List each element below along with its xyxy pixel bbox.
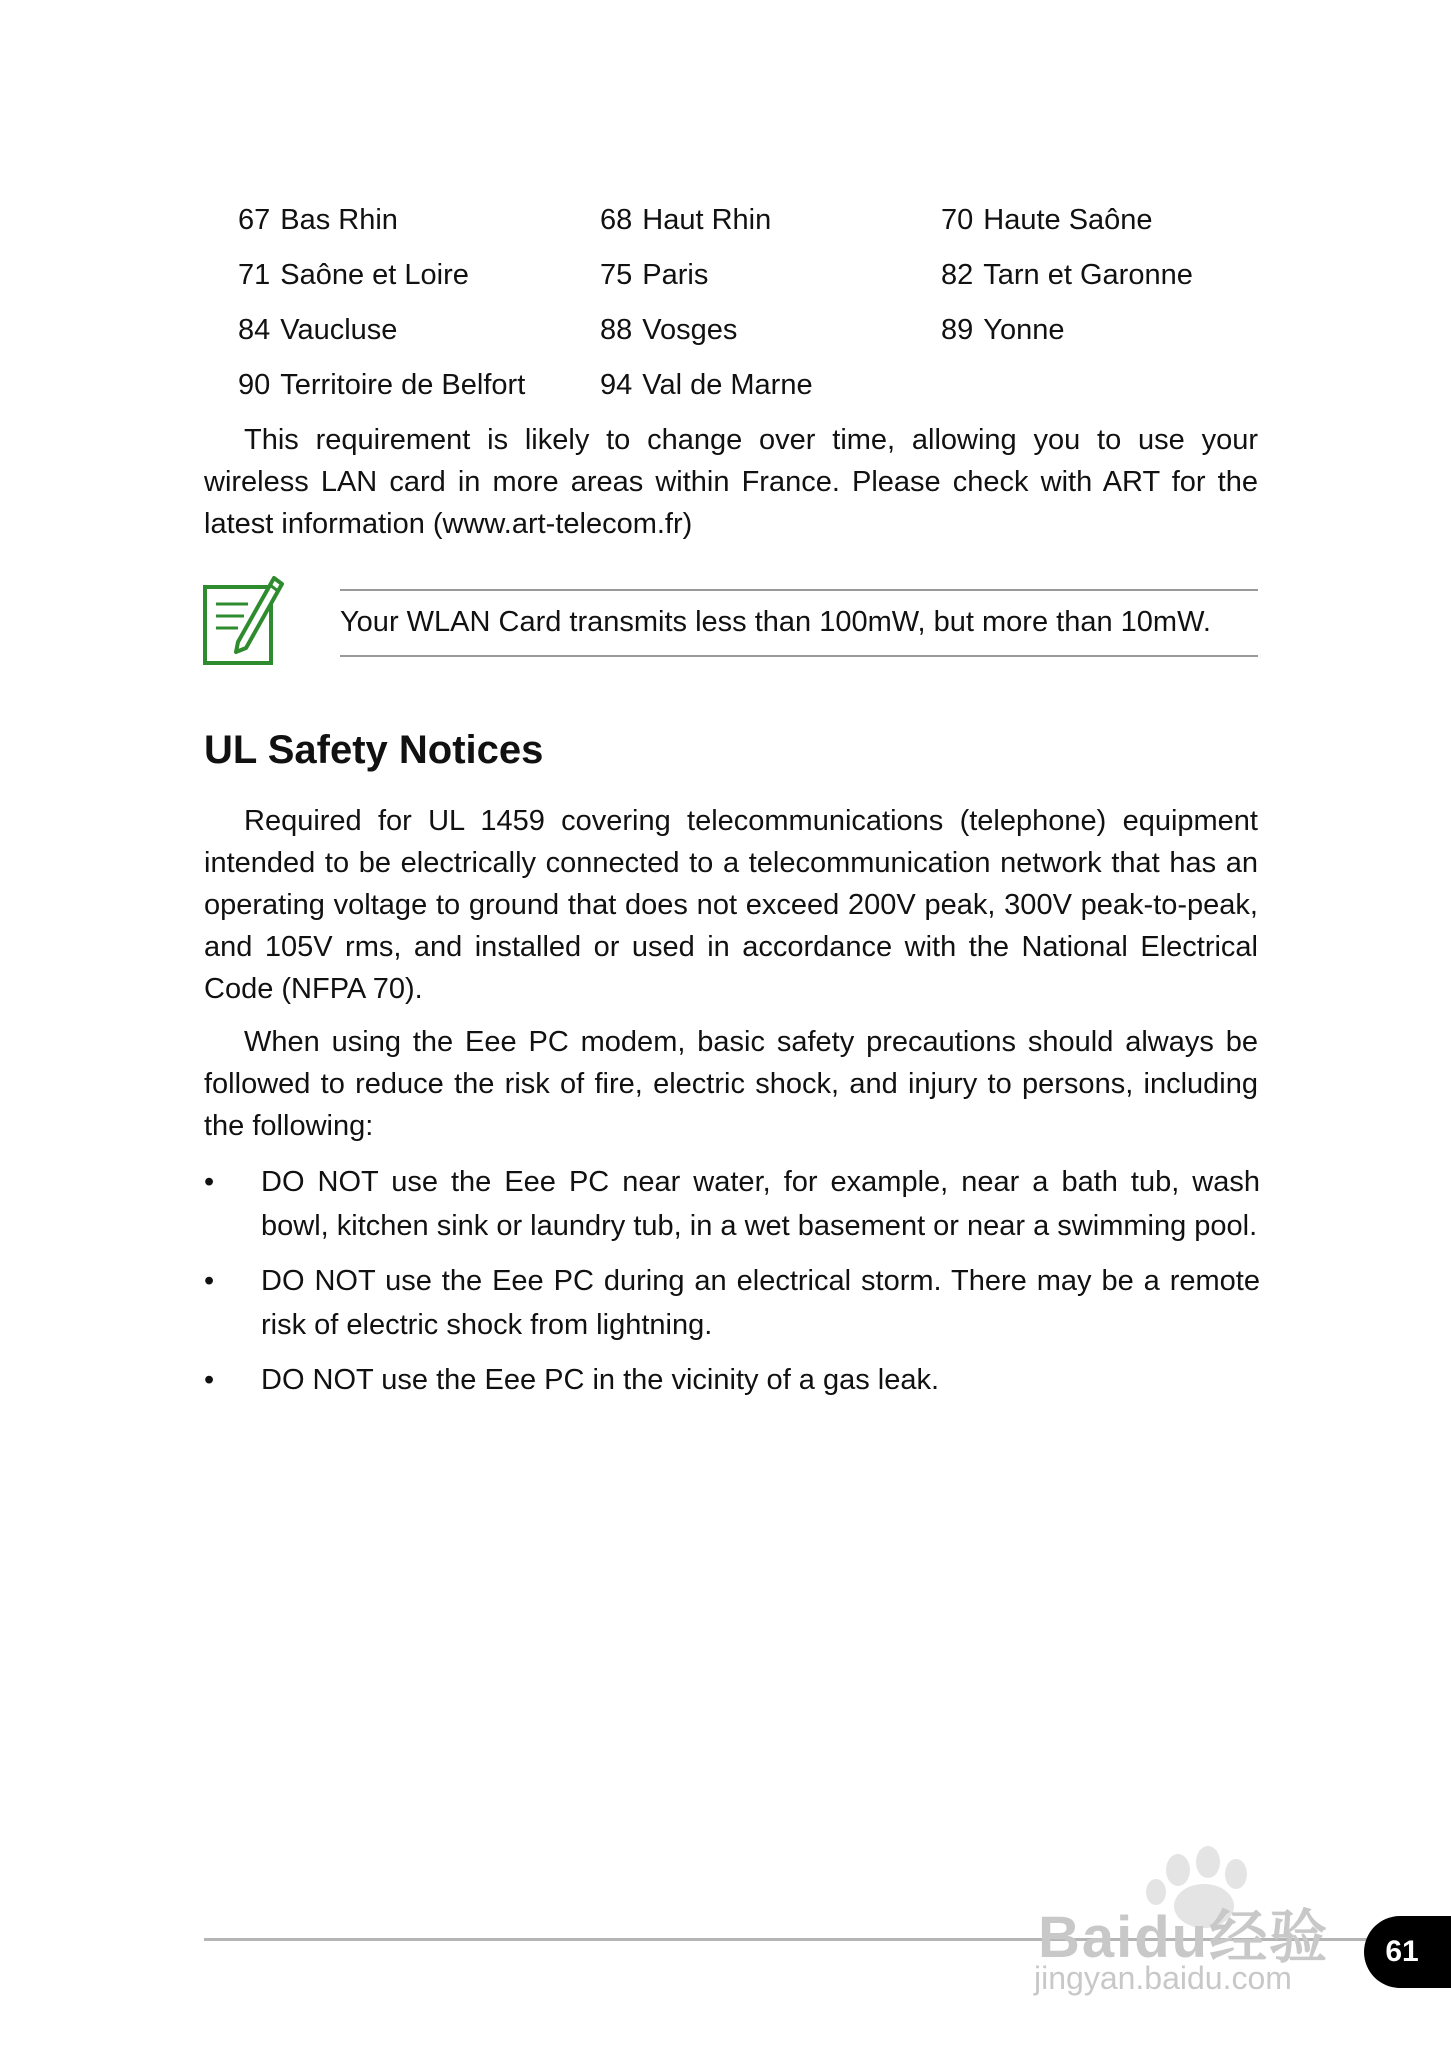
department-number: 82 xyxy=(941,259,974,291)
department-name: Haut Rhin xyxy=(642,204,772,236)
department-71 xyxy=(238,257,469,293)
bullet-dot-icon: • xyxy=(204,1364,215,1396)
department-90 xyxy=(238,367,525,403)
bullet-dot-icon: • xyxy=(204,1166,215,1198)
department-name: Vaucluse xyxy=(280,314,398,346)
department-name: Tarn et Garonne xyxy=(983,259,1193,291)
department-94 xyxy=(600,367,813,403)
note-text: Your WLAN Card transmits less than 100mW, but more than 10mW. xyxy=(340,606,1211,638)
list-item xyxy=(204,1160,1260,1248)
department-name: Val de Marne xyxy=(642,369,813,401)
department-number: 71 xyxy=(238,259,271,291)
bullet-text: DO NOT use the Eee PC during an electrical storm. There may be a remote risk of electric shock from lightning. xyxy=(261,1265,1260,1341)
department-82 xyxy=(941,257,1193,293)
department-name: Bas Rhin xyxy=(280,204,398,236)
department-name: Territoire de Belfort xyxy=(280,369,526,401)
department-name: Paris xyxy=(642,259,709,291)
bullet-text: DO NOT use the Eee PC in the vicinity of a gas leak. xyxy=(261,1364,940,1396)
department-number: 84 xyxy=(238,314,271,346)
bullet-text: DO NOT use the Eee PC near water, for example, near a bath tub, wash bowl, kitchen sink or laundry tub, in a wet basement or near a swimming pool. xyxy=(261,1166,1260,1242)
requirement-paragraph: This requirement is likely to change over time, allowing you to use your wireless LAN card in more areas within France. Please check with ART for the latest information (www.art-telecom.fr) xyxy=(204,424,1258,540)
department-number: 90 xyxy=(238,369,271,401)
safety-bullet-list xyxy=(204,1160,1260,1402)
list-item xyxy=(204,1358,1260,1402)
list-item xyxy=(204,1259,1260,1347)
department-68 xyxy=(600,202,771,238)
note-pencil-icon xyxy=(202,572,284,666)
department-75 xyxy=(600,257,708,293)
note-bottom-rule xyxy=(340,655,1258,657)
section-paragraph-1: Required for UL 1459 covering telecommunications (telephone) equipment intended to be electrically connected to a telecommunication network that has an operating voltage to ground that does not exceed 200V peak, 300V peak-to-peak, and 105V rms, and installed or used in accordance with the National Electrical Code (NFPA 70). xyxy=(204,805,1258,1005)
note-top-rule xyxy=(340,589,1258,591)
department-name: Haute Saône xyxy=(983,204,1153,236)
department-67 xyxy=(238,202,398,238)
department-name: Vosges xyxy=(642,314,738,346)
department-name: Yonne xyxy=(983,314,1065,346)
watermark-brand: Baidu经验 xyxy=(1038,1905,1330,1970)
page-number: 61 xyxy=(1385,1935,1419,1968)
department-number: 67 xyxy=(238,204,271,236)
department-number: 88 xyxy=(600,314,633,346)
section-title: UL Safety Notices xyxy=(204,728,544,772)
bullet-dot-icon: • xyxy=(204,1265,215,1297)
department-number: 68 xyxy=(600,204,633,236)
department-88 xyxy=(600,312,737,348)
department-84 xyxy=(238,312,397,348)
department-name: Saône et Loire xyxy=(280,259,469,291)
department-number: 94 xyxy=(600,369,633,401)
department-number: 75 xyxy=(600,259,633,291)
section-paragraph-2: When using the Eee PC modem, basic safety precautions should always be followed to reduce the risk of fire, electric shock, and injury to persons, including the following: xyxy=(204,1026,1258,1142)
department-number: 70 xyxy=(941,204,974,236)
department-89 xyxy=(941,312,1064,348)
watermark-url: jingyan.baidu.com xyxy=(1034,1960,1292,1996)
department-70 xyxy=(941,202,1153,238)
department-number: 89 xyxy=(941,314,974,346)
